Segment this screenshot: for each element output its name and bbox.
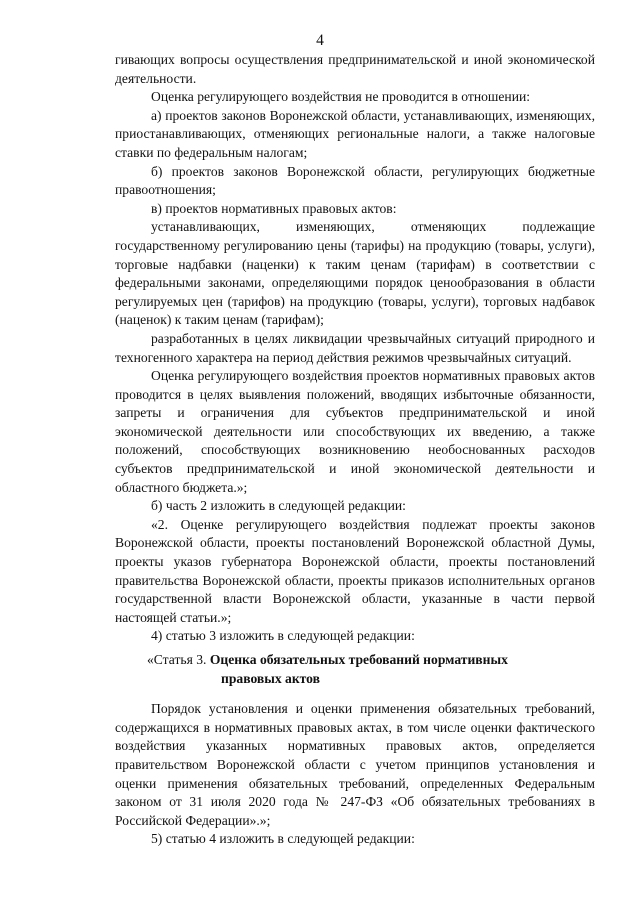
paragraph: Оценка регулирующего воздействия проектов нормативных правовых актов проводится в целях выявления положений, вводящих избыточные обязанности, запреты и ограничения для субъектов предпринимательской и иной экономической деятельности или способствующих их введению, а также положений, способствующих возникновению необоснованных расходов субъектов предпринимательской и иной экономической деятельности и областного бюджета.»; — [115, 368, 595, 495]
article-heading — [115, 651, 595, 688]
article-heading-prefix: «Статья 3. — [147, 652, 210, 667]
paragraph: «2. Оценке регулирующего воздействия подлежат проекты законов Воронежской области, проекты постановлений Воронежской областной Думы, проекты указов губернатора Воронежской области, проекты постановлений правительства Воронежской области, проекты приказов исполнительных органов государственной власти Воронежской области, указанные в части первой настоящей статьи.»; — [115, 516, 595, 625]
article-heading-title: Оценка обязательных требований нормативных — [209, 652, 508, 667]
paragraph: а) проектов законов Воронежской области, устанавливающих, изменяющих, приостанавливающих, отменяющих региональные налоги, а также налоговые ставки по федеральным налогам; — [115, 107, 595, 160]
paragraph: гивающих вопросы осуществления предпринимательской и иной экономической деятельности. — [115, 52, 595, 86]
paragraph: 4) статью 3 изложить в следующей редакции: — [151, 628, 415, 644]
paragraph: Оценка регулирующего воздействия не проводится в отношении: — [151, 89, 531, 105]
paragraph: 5) статью 4 изложить в следующей редакции: — [151, 831, 415, 847]
document-body — [115, 51, 595, 849]
page-number: 4 — [316, 32, 324, 49]
paragraph: Порядок установления и оценки применения обязательных требований, содержащихся в нормативных правовых актах, в том числе оценки фактического воздействия указанных нормативных правовых актов, определяется правительством Воронежской области с учетом принципов установления и оценки применения обязательных требований, определенных Федеральным законом от 31 июля 2020 года № 247-ФЗ «Об обязательных требованиях в Российской Федерации».»; — [115, 701, 595, 828]
paragraph: разработанных в целях ликвидации чрезвычайных ситуаций природного и техногенного характера на период действия режимов чрезвычайных ситуаций. — [115, 330, 595, 365]
paragraph: устанавливающих, изменяющих, отменяющих подлежащие государственному регулированию цены (тарифы) на продукцию (товары, услуги), торговые надбавки (наценки) к таким ценам (тарифам) в соответствии с федеральными законами, определяющими порядок ценообразования в области регулируемых цен (тарифов) на продукцию (товары, услуги), торговых надбавок (наценок) к таким ценам (тарифам); — [115, 219, 595, 328]
paragraph: б) часть 2 изложить в следующей редакции: — [151, 498, 406, 514]
paragraph: в) проектов нормативных правовых актов: — [151, 200, 397, 216]
paragraph: б) проектов законов Воронежской области, регулирующих бюджетные правоотношения; — [115, 163, 595, 198]
article-heading-title-continued: правовых актов — [221, 670, 320, 686]
